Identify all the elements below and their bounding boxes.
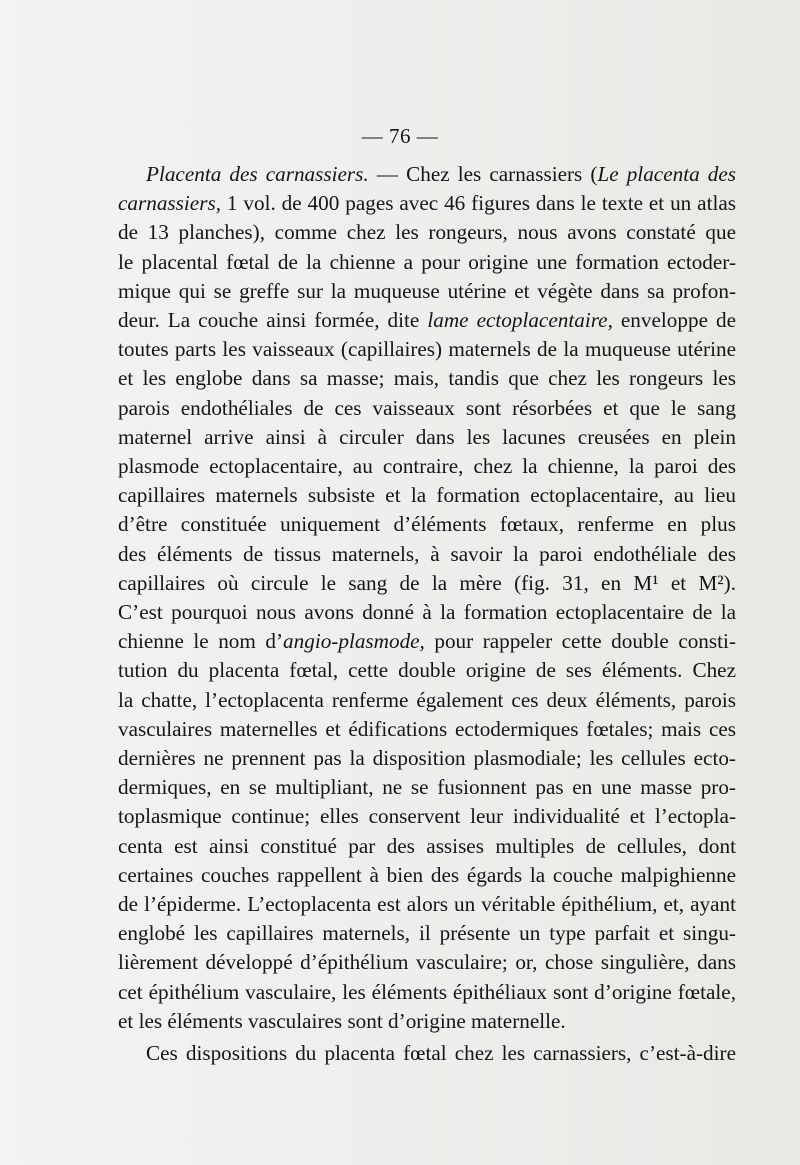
text-line [118,890,736,919]
text-run: C’est pourquoi nous avons donné à la formation ectoplacentaire de la [118,600,736,625]
text-line [118,423,736,452]
text-line [118,1007,736,1036]
text-run: Ces dispositions du placenta fœtal chez les carnassiers, c’est-à-dire [146,1041,736,1066]
text-run: deur. La couche ainsi formée, dite [118,308,428,333]
text-run: vasculaires maternelles et édifications ectodermiques fœtales; mais ces [118,716,736,741]
text-line [118,248,736,277]
text-run: toutes parts les vaisseaux (capillaires) maternels de la muqueuse utérine [118,337,736,362]
text-run: englobé les capillaires maternels, il présente un type parfait et singu- [118,921,736,946]
text-run: des éléments de tissus maternels, à savoir la paroi endothéliale des [118,541,736,566]
text-line [118,160,736,189]
text-line [118,394,736,423]
text-run: cet épithélium vasculaire, les éléments épithéliaux sont d’origine fœtale, [118,979,736,1004]
text-line [118,802,736,831]
text-run: centa est ainsi constitué par des assises multiples de cellules, dont [118,833,736,858]
text-run: dernières ne prennent pas la disposition plasmodiale; les cellules ecto- [118,746,736,771]
paragraph [118,160,736,1036]
text-run: capillaires où circule le sang de la mère (fig. 31, en M¹ et M²). [118,570,736,595]
body-text [118,160,736,1068]
text-line [118,744,736,773]
text-line [118,598,736,627]
text-run: plasmode ectoplacentaire, au contraire, chez la chienne, la paroi des [118,454,736,479]
text-line [118,656,736,685]
text-run: enveloppe de [612,308,736,333]
italic-run: Placenta des carnassiers. [146,162,369,186]
text-line [118,540,736,569]
text-line [118,627,736,656]
text-run: toplasmique continue; elles conservent leur individualité et l’ectopla- [118,804,736,829]
text-run: — Chez les carnassiers ( [368,162,598,186]
text-run: capillaires maternels subsiste et la formation ectoplacentaire, au lieu [118,483,736,508]
page-number: — 76 — [361,124,439,148]
text-line [118,481,736,510]
text-run: tution du placenta fœtal, cette double origine de ses éléments. Chez [118,658,736,683]
text-run: le placental fœtal de la chienne a pour origine une formation ectoder- [118,249,736,274]
text-run: de l’épiderme. L’ectoplacenta est alors un véritable épithélium, et, ayant [118,892,736,917]
text-line [118,277,736,306]
text-line [118,452,736,481]
text-run: d’être constituée uniquement d’éléments fœtaux, renferme en plus [118,512,736,537]
text-line [118,978,736,1007]
text-line [118,364,736,393]
text-line [118,773,736,802]
italic-run: Le placenta des [597,162,736,186]
paragraph [118,1039,736,1068]
text-line [118,306,736,335]
text-run: dermiques, en se multipliant, ne se fusionnent pas en une masse pro- [118,775,736,800]
text-line [118,948,736,977]
text-run: certaines couches rappellent à bien des égards la couche malpighienne [118,862,736,887]
text-run: parois endothéliales de ces vaisseaux sont résorbées et que le sang [118,395,736,420]
text-line [118,832,736,861]
text-run: 1 vol. de 400 pages avec 46 figures dans le texte et un atlas [221,191,736,216]
text-run: de 13 planches), comme chez les rongeurs, nous avons constaté que [118,220,736,245]
text-line [118,569,736,598]
text-run: la chatte, l’ectoplacenta renferme également ces deux éléments, parois [118,687,736,712]
text-line [118,189,736,218]
text-line [118,218,736,247]
text-line [118,686,736,715]
text-line [118,1039,736,1068]
text-line [118,335,736,364]
text-run: pour rappeler cette double consti- [424,629,736,654]
text-line [118,715,736,744]
italic-run: angio-plasmode, [283,629,425,654]
text-run: chienne le nom d’ [118,629,284,654]
text-run: mique qui se greffe sur la muqueuse utérine et végète dans sa profon- [118,278,736,303]
text-run: et les englobe dans sa masse; mais, tandis que chez les rongeurs les [118,366,736,391]
text-line [118,510,736,539]
text-line [118,861,736,890]
text-run: et les éléments vasculaires sont d’origine maternelle. [118,1008,566,1033]
text-run: lièrement développé d’épithélium vasculaire; or, chose singulière, dans [118,950,736,975]
italic-run: lame ectoplacentaire, [427,308,613,333]
text-line [118,919,736,948]
italic-run: carnassiers, [118,191,221,216]
text-run: maternel arrive ainsi à circuler dans les lacunes creusées en plein [118,424,736,449]
